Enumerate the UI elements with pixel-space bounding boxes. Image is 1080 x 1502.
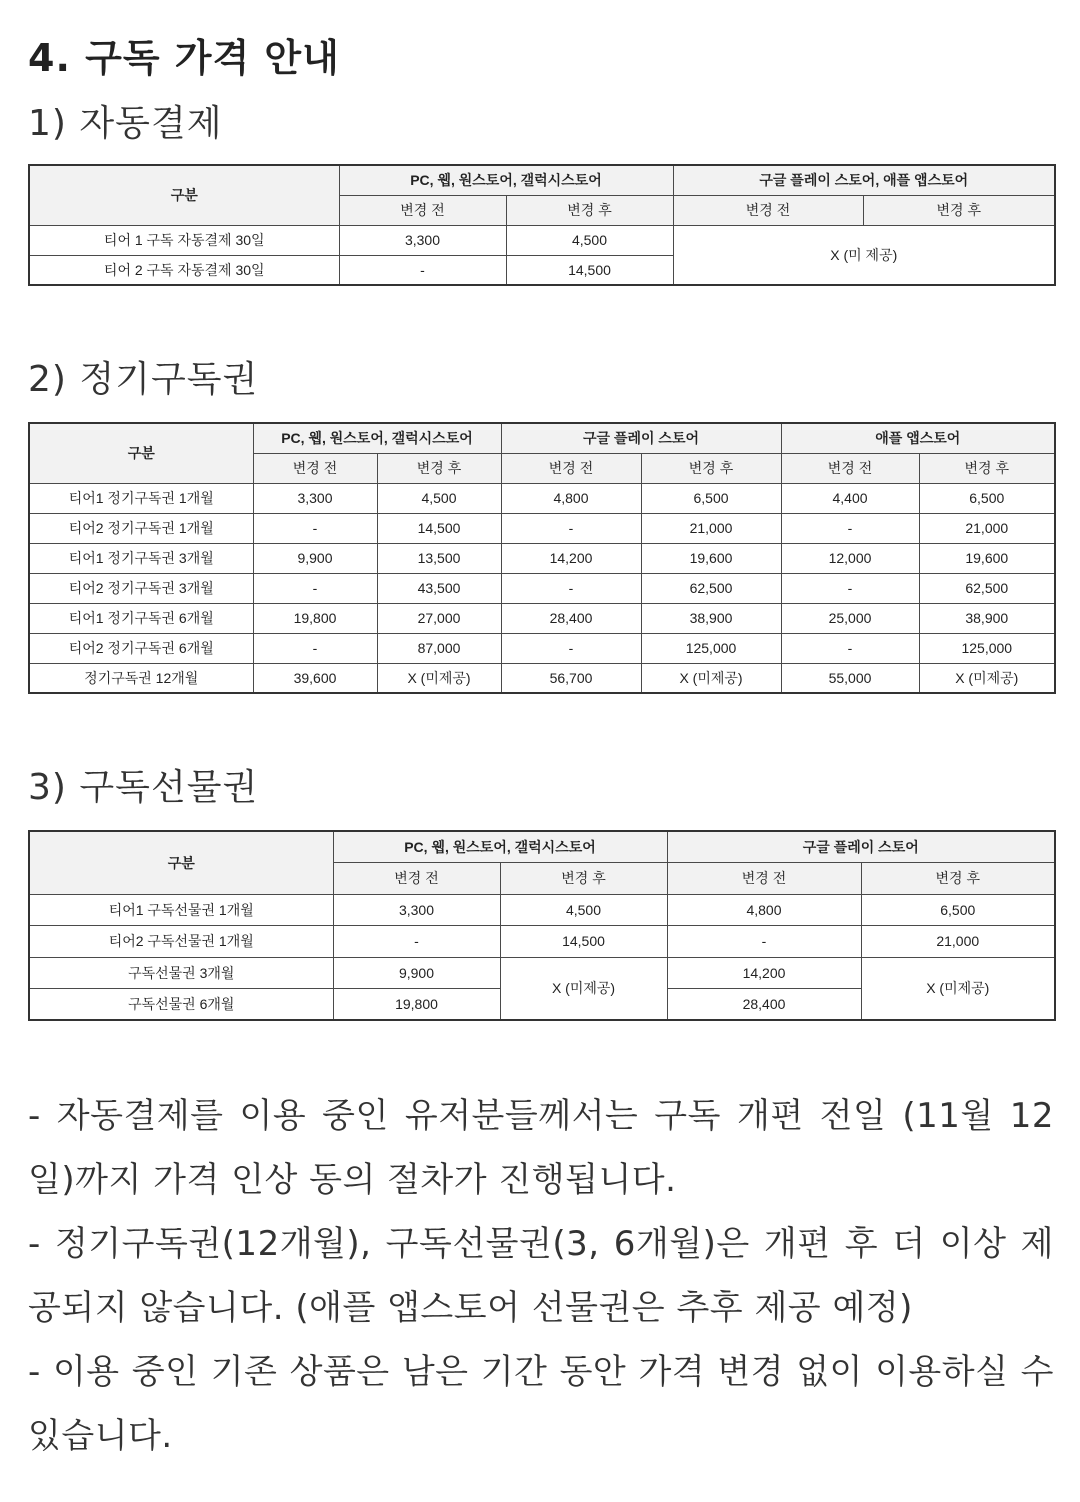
- table-row: [29, 926, 1055, 958]
- table-row: [29, 513, 1055, 543]
- price-cell: -: [501, 513, 641, 543]
- row-label: 티어2 정기구독권 1개월: [29, 513, 253, 543]
- price-cell: 38,900: [641, 603, 781, 633]
- price-cell: -: [501, 573, 641, 603]
- after-change-header: 변경 후: [506, 195, 673, 225]
- price-cell: 4,500: [500, 894, 667, 926]
- price-cell: -: [781, 573, 919, 603]
- price-cell: 6,500: [861, 894, 1055, 926]
- price-cell: X (미제공): [919, 663, 1055, 693]
- price-cell: 55,000: [781, 663, 919, 693]
- after-change-header: 변경 후: [863, 195, 1055, 225]
- price-cell: 14,200: [501, 543, 641, 573]
- google-play-group-header: 구글 플레이 스토어: [501, 423, 781, 453]
- price-cell: -: [781, 513, 919, 543]
- price-cell: 62,500: [919, 573, 1055, 603]
- price-cell: 6,500: [641, 483, 781, 513]
- price-cell: -: [253, 513, 377, 543]
- pc-store-group-header: PC, 웹, 원스토어, 갤럭시스토어: [339, 165, 673, 195]
- price-cell: 21,000: [861, 926, 1055, 958]
- after-change-header: 변경 후: [919, 453, 1055, 483]
- table-row: [29, 894, 1055, 926]
- price-cell: -: [253, 633, 377, 663]
- row-label: 티어1 정기구독권 3개월: [29, 543, 253, 573]
- table-row: [29, 957, 1055, 989]
- page-title: 4. 구독 가격 안내: [28, 36, 340, 80]
- row-label: 티어1 구독선물권 1개월: [29, 894, 333, 926]
- table-row: [29, 603, 1055, 633]
- price-cell: 19,600: [919, 543, 1055, 573]
- price-cell: 4,400: [781, 483, 919, 513]
- price-cell: 28,400: [667, 989, 861, 1021]
- table-row: [29, 573, 1055, 603]
- note-auto-payment-consent: - 자동결제를 이용 중인 유저분들께서는 구독 개편 전일 (11월 12일)까지 가격 인상 동의 절차가 진행됩니다.: [28, 1096, 1054, 1200]
- price-cell: 3,300: [333, 894, 500, 926]
- price-cell: 14,500: [377, 513, 501, 543]
- section-title-gift-pass: 3) 구독선물권: [28, 767, 259, 808]
- price-cell: 87,000: [377, 633, 501, 663]
- not-provided-cell: X (미제공): [500, 957, 667, 1020]
- price-cell: 56,700: [501, 663, 641, 693]
- before-change-header: 변경 전: [667, 863, 861, 895]
- price-cell: 9,900: [253, 543, 377, 573]
- note-existing-products: - 이용 중인 기존 상품은 남은 기간 동안 가격 변경 없이 이용하실 수 있습니다.: [28, 1352, 1054, 1456]
- row-label: 구독선물권 3개월: [29, 957, 333, 989]
- price-cell: 14,200: [667, 957, 861, 989]
- price-cell: 13,500: [377, 543, 501, 573]
- notice-notes: [28, 1084, 1054, 1468]
- price-cell: 12,000: [781, 543, 919, 573]
- price-cell: 3,300: [339, 225, 506, 255]
- price-cell: -: [501, 633, 641, 663]
- category-header: 구분: [29, 165, 339, 225]
- row-label: 티어2 정기구독권 3개월: [29, 573, 253, 603]
- after-change-header: 변경 후: [641, 453, 781, 483]
- price-cell: 62,500: [641, 573, 781, 603]
- price-cell: 4,500: [506, 225, 673, 255]
- row-label: 티어1 정기구독권 1개월: [29, 483, 253, 513]
- price-cell: 27,000: [377, 603, 501, 633]
- category-header: 구분: [29, 831, 333, 894]
- row-label: 티어2 정기구독권 6개월: [29, 633, 253, 663]
- price-cell: 125,000: [641, 633, 781, 663]
- price-cell: 14,500: [500, 926, 667, 958]
- not-provided-cell: X (미제공): [861, 957, 1055, 1020]
- pc-store-group-header: PC, 웹, 원스토어, 갤럭시스토어: [253, 423, 501, 453]
- price-cell: 4,800: [501, 483, 641, 513]
- price-cell: 19,800: [333, 989, 500, 1021]
- price-cell: 3,300: [253, 483, 377, 513]
- price-cell: -: [667, 926, 861, 958]
- before-change-header: 변경 전: [333, 863, 500, 895]
- price-cell: 39,600: [253, 663, 377, 693]
- price-cell: -: [333, 926, 500, 958]
- price-cell: 6,500: [919, 483, 1055, 513]
- row-label: 정기구독권 12개월: [29, 663, 253, 693]
- before-change-header: 변경 전: [501, 453, 641, 483]
- note-discontinued-products: - 정기구독권(12개월), 구독선물권(3, 6개월)은 개편 후 더 이상 제공되지 않습니다. (애플 앱스토어 선물권은 추후 제공 예정): [28, 1224, 1054, 1328]
- section-title-auto-payment: 1) 자동결제: [28, 103, 223, 144]
- gift-pass-price-table: [28, 830, 1056, 1021]
- row-label: 티어 2 구독 자동결제 30일: [29, 255, 339, 285]
- mobile-store-group-header: 구글 플레이 스토어, 애플 앱스토어: [673, 165, 1055, 195]
- row-label: 구독선물권 6개월: [29, 989, 333, 1021]
- price-cell: -: [781, 633, 919, 663]
- price-cell: X (미제공): [641, 663, 781, 693]
- apple-store-group-header: 애플 앱스토어: [781, 423, 1055, 453]
- before-change-header: 변경 전: [781, 453, 919, 483]
- price-cell: 25,000: [781, 603, 919, 633]
- before-change-header: 변경 전: [339, 195, 506, 225]
- price-cell: 43,500: [377, 573, 501, 603]
- price-cell: 19,800: [253, 603, 377, 633]
- price-cell: X (미제공): [377, 663, 501, 693]
- before-change-header: 변경 전: [673, 195, 863, 225]
- row-label: 티어1 정기구독권 6개월: [29, 603, 253, 633]
- price-cell: -: [253, 573, 377, 603]
- price-cell: 38,900: [919, 603, 1055, 633]
- after-change-header: 변경 후: [861, 863, 1055, 895]
- price-cell: 4,500: [377, 483, 501, 513]
- price-cell: 19,600: [641, 543, 781, 573]
- price-cell: 21,000: [641, 513, 781, 543]
- table-row: [29, 543, 1055, 573]
- google-play-group-header: 구글 플레이 스토어: [667, 831, 1055, 863]
- table-row: [29, 225, 1055, 255]
- price-cell: -: [339, 255, 506, 285]
- price-cell: 14,500: [506, 255, 673, 285]
- pc-store-group-header: PC, 웹, 원스토어, 갤럭시스토어: [333, 831, 667, 863]
- row-label: 티어2 구독선물권 1개월: [29, 926, 333, 958]
- after-change-header: 변경 후: [500, 863, 667, 895]
- before-change-header: 변경 전: [253, 453, 377, 483]
- not-provided-cell: X (미 제공): [673, 225, 1055, 285]
- table-row: [29, 483, 1055, 513]
- table-row: [29, 663, 1055, 693]
- regular-pass-price-table: [28, 422, 1056, 694]
- auto-payment-price-table: [28, 164, 1056, 286]
- price-cell: 9,900: [333, 957, 500, 989]
- row-label: 티어 1 구독 자동결제 30일: [29, 225, 339, 255]
- table-row: [29, 633, 1055, 663]
- price-cell: 28,400: [501, 603, 641, 633]
- price-cell: 125,000: [919, 633, 1055, 663]
- category-header: 구분: [29, 423, 253, 483]
- price-cell: 21,000: [919, 513, 1055, 543]
- price-cell: 4,800: [667, 894, 861, 926]
- section-title-regular-pass: 2) 정기구독권: [28, 359, 259, 400]
- after-change-header: 변경 후: [377, 453, 501, 483]
